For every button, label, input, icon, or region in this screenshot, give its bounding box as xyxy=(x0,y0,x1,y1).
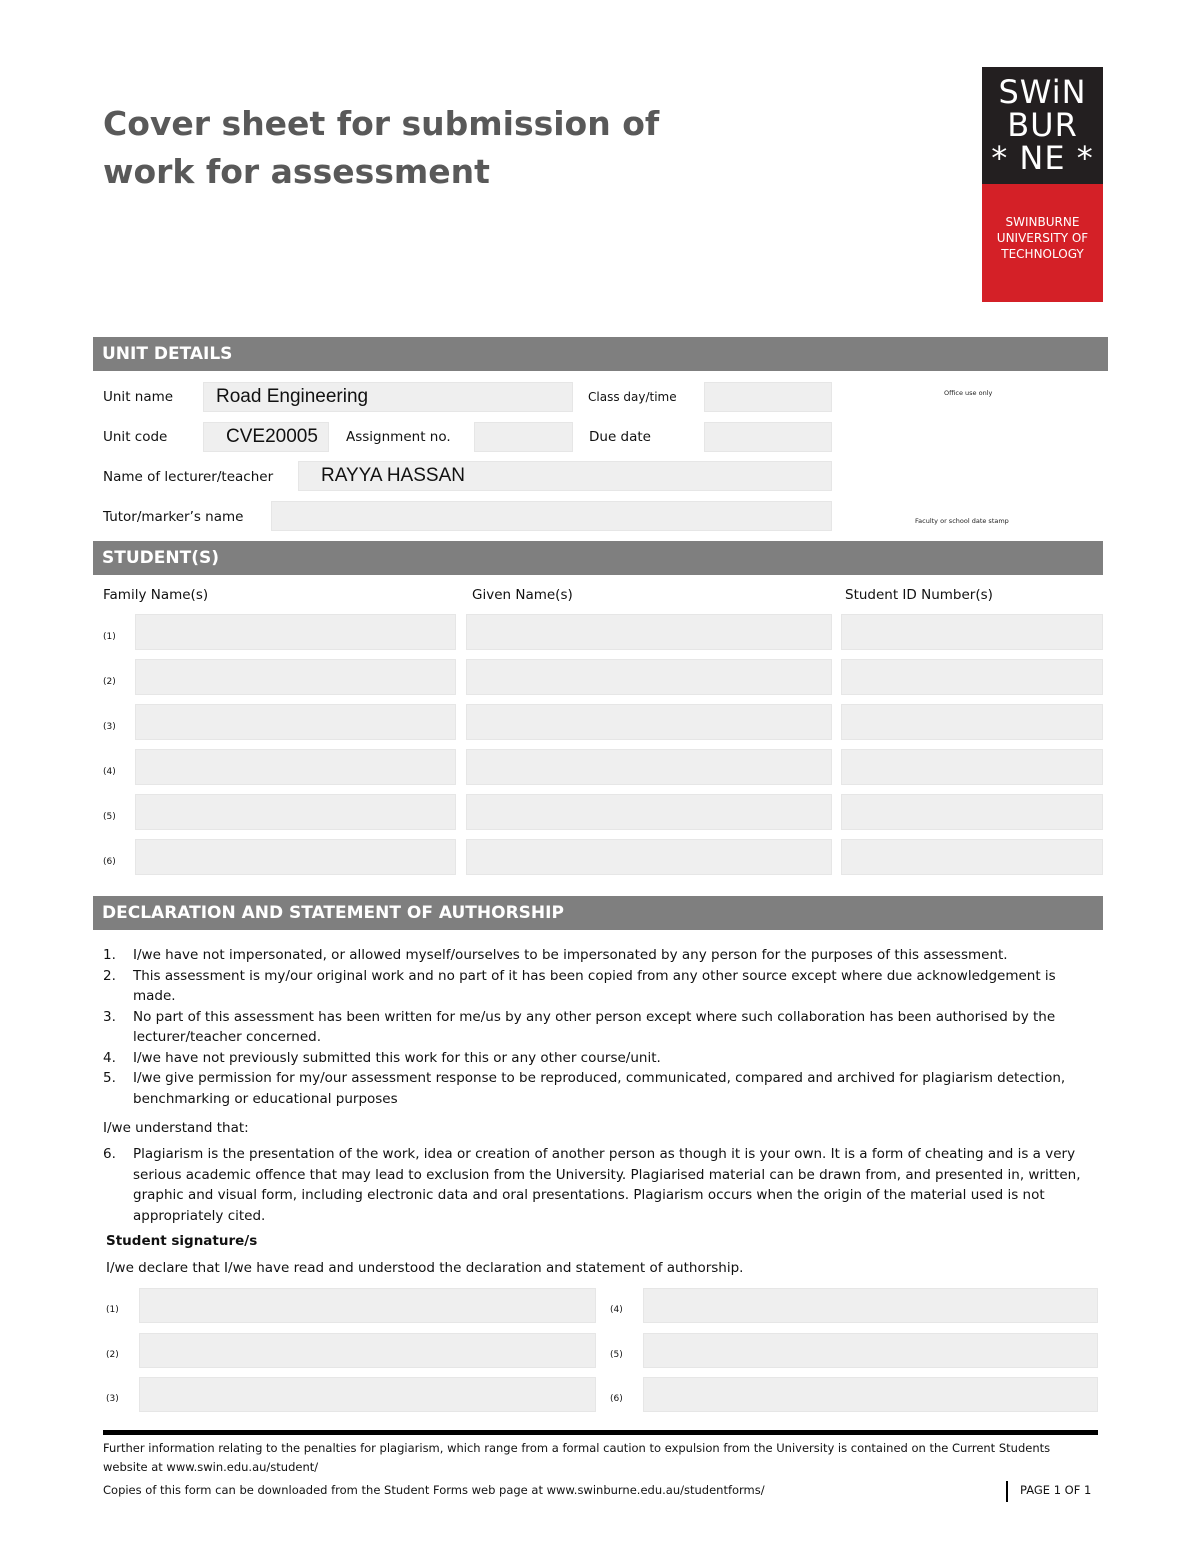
sig-number: (3) xyxy=(106,1394,119,1404)
signature-input[interactable] xyxy=(643,1333,1098,1368)
given-name-input[interactable] xyxy=(466,794,832,830)
tutor-label: Tutor/marker’s name xyxy=(103,509,244,525)
item-text: I/we have not impersonated, or allowed myself/ourselves to be impersonated by any person for the purposes of this assessment. xyxy=(133,947,1008,963)
unit-details-header: UNIT DETAILS xyxy=(93,337,1108,371)
family-name-input[interactable] xyxy=(135,659,456,695)
signature-input[interactable] xyxy=(643,1288,1098,1323)
tutor-field[interactable] xyxy=(271,501,832,531)
student-row xyxy=(0,659,1200,695)
family-name-input[interactable] xyxy=(135,614,456,650)
student-row xyxy=(0,749,1200,785)
row-number: (3) xyxy=(103,722,116,732)
date-stamp-label: Faculty or school date stamp xyxy=(915,517,1009,525)
declaration-item xyxy=(103,1068,1083,1109)
given-name-input[interactable] xyxy=(466,839,832,875)
swinburne-logo xyxy=(982,67,1103,302)
page-title xyxy=(103,100,659,196)
student-row xyxy=(0,614,1200,650)
footer-copies: Copies of this form can be downloaded from the Student Forms web page at www.swinburne.edu.au/studentforms/ xyxy=(103,1483,765,1497)
footer-info-line-1: Further information relating to the penalties for plagiarism, which range from a formal caution to expulsion from the University is contained on the Current Students xyxy=(103,1441,1051,1455)
signature-input[interactable] xyxy=(139,1288,596,1323)
student-id-input[interactable] xyxy=(841,749,1103,785)
unit-name-label: Unit name xyxy=(103,389,174,405)
student-row xyxy=(0,839,1200,875)
class-day-time-field[interactable] xyxy=(704,382,832,412)
footer-info xyxy=(103,1439,1103,1477)
item-text: This assessment is my/our original work and no part of it has been copied from any other source except where due acknowledgement is made. xyxy=(133,967,1056,1004)
given-name-input[interactable] xyxy=(466,659,832,695)
logo-university-name xyxy=(982,214,1103,262)
student-id-input[interactable] xyxy=(841,704,1103,740)
logo-uni-line-1: SWINBURNE xyxy=(1005,215,1080,229)
item-text: No part of this assessment has been written for me/us by any other person except where such collaboration has been authorised by the lecturer/teacher concerned. xyxy=(133,1008,1056,1045)
family-name-input[interactable] xyxy=(135,794,456,830)
declaration-item xyxy=(103,1048,1083,1069)
title-line-1: Cover sheet for submission of xyxy=(103,104,660,143)
sig-number: (1) xyxy=(106,1305,119,1315)
declaration-item xyxy=(103,945,1083,966)
sig-number: (6) xyxy=(610,1394,623,1404)
footer-separator xyxy=(1006,1481,1008,1502)
item-number: 3. xyxy=(103,1008,116,1025)
signature-input[interactable] xyxy=(139,1377,596,1412)
student-id-input[interactable] xyxy=(841,659,1103,695)
row-number: (5) xyxy=(103,812,116,822)
sig-number: (5) xyxy=(610,1350,623,1360)
item-text: Plagiarism is the presentation of the work, idea or creation of another person as though it is your own. It is a form of cheating and is a very serious academic offence that may lead to exclusion from the University. Plagiarised material can be drawn from, and presented in, written, graphic and visual form, including electronic data and oral presentations. Plagiarism occurs when the origin of the material used is not appropriately cited. xyxy=(133,1146,1081,1224)
given-name-input[interactable] xyxy=(466,614,832,650)
unit-code-field[interactable]: CVE20005 xyxy=(203,422,329,452)
item-text: I/we have not previously submitted this work for this or any other course/unit. xyxy=(133,1049,661,1066)
family-name-input[interactable] xyxy=(135,704,456,740)
item-number: 5. xyxy=(103,1070,116,1086)
unit-name-field[interactable]: Road Engineering xyxy=(203,382,573,412)
signature-heading: Student signature/s xyxy=(106,1233,258,1249)
item-number: 4. xyxy=(103,1049,116,1066)
footer-divider xyxy=(103,1430,1098,1435)
declaration-header: DECLARATION AND STATEMENT OF AUTHORSHIP xyxy=(93,896,1103,930)
page-number: PAGE 1 OF 1 xyxy=(1020,1483,1092,1497)
given-name-input[interactable] xyxy=(466,704,832,740)
student-id-header: Student ID Number(s) xyxy=(845,587,993,603)
given-name-input[interactable] xyxy=(466,749,832,785)
assignment-no-field[interactable] xyxy=(474,422,573,452)
family-name-input[interactable] xyxy=(135,749,456,785)
student-id-input[interactable] xyxy=(841,614,1103,650)
student-row xyxy=(0,794,1200,830)
student-row xyxy=(0,704,1200,740)
student-id-input[interactable] xyxy=(841,794,1103,830)
declaration-item-6 xyxy=(103,1144,1083,1226)
student-id-input[interactable] xyxy=(841,839,1103,875)
due-date-field[interactable] xyxy=(704,422,832,452)
lecturer-label: Name of lecturer/teacher xyxy=(103,469,274,485)
row-number: (6) xyxy=(103,857,116,867)
declaration-item xyxy=(103,1144,1083,1226)
lecturer-field[interactable]: RAYYA HASSAN xyxy=(298,461,832,491)
logo-uni-line-3: TECHNOLOGY xyxy=(1001,247,1084,261)
declaration-list xyxy=(103,945,1083,1109)
assignment-no-label: Assignment no. xyxy=(346,429,451,445)
sig-number: (4) xyxy=(610,1305,623,1315)
item-number: 6. xyxy=(103,1146,116,1162)
signature-input[interactable] xyxy=(643,1377,1098,1412)
signature-statement: I/we declare that I/we have read and understood the declaration and statement of authorship. xyxy=(106,1260,744,1276)
unit-code-label: Unit code xyxy=(103,429,168,445)
office-use-label: Office use only xyxy=(944,389,993,397)
due-date-label: Due date xyxy=(589,429,651,445)
given-name-header: Given Name(s) xyxy=(472,587,573,603)
item-number: 1. xyxy=(103,947,116,963)
declaration-item xyxy=(103,1007,1083,1048)
signature-input[interactable] xyxy=(139,1333,596,1368)
declaration-item xyxy=(103,966,1083,1007)
family-name-input[interactable] xyxy=(135,839,456,875)
class-day-time-label: Class day/time xyxy=(588,390,677,404)
logo-uni-line-2: UNIVERSITY OF xyxy=(996,231,1089,245)
family-name-header: Family Name(s) xyxy=(103,587,209,603)
students-header: STUDENT(S) xyxy=(93,541,1103,575)
understand-heading: I/we understand that: xyxy=(103,1120,249,1136)
row-number: (4) xyxy=(103,767,116,777)
row-number: (1) xyxy=(103,632,116,642)
logo-word-3: * NE * xyxy=(991,139,1094,177)
item-text: I/we give permission for my/our assessment response to be reproduced, communicated, compared and archived for plagiarism detection, benchmarking or educational purposes xyxy=(133,1070,1066,1107)
footer-info-line-2: website at www.swin.edu.au/student/ xyxy=(103,1460,319,1474)
title-line-2: work for assessment xyxy=(103,152,490,191)
logo-top-block xyxy=(982,67,1103,184)
item-number: 2. xyxy=(103,967,116,984)
logo-word-2: BUR xyxy=(1007,106,1078,144)
row-number: (2) xyxy=(103,677,116,687)
logo-word-1: SWiN xyxy=(998,73,1087,111)
sig-number: (2) xyxy=(106,1350,119,1360)
